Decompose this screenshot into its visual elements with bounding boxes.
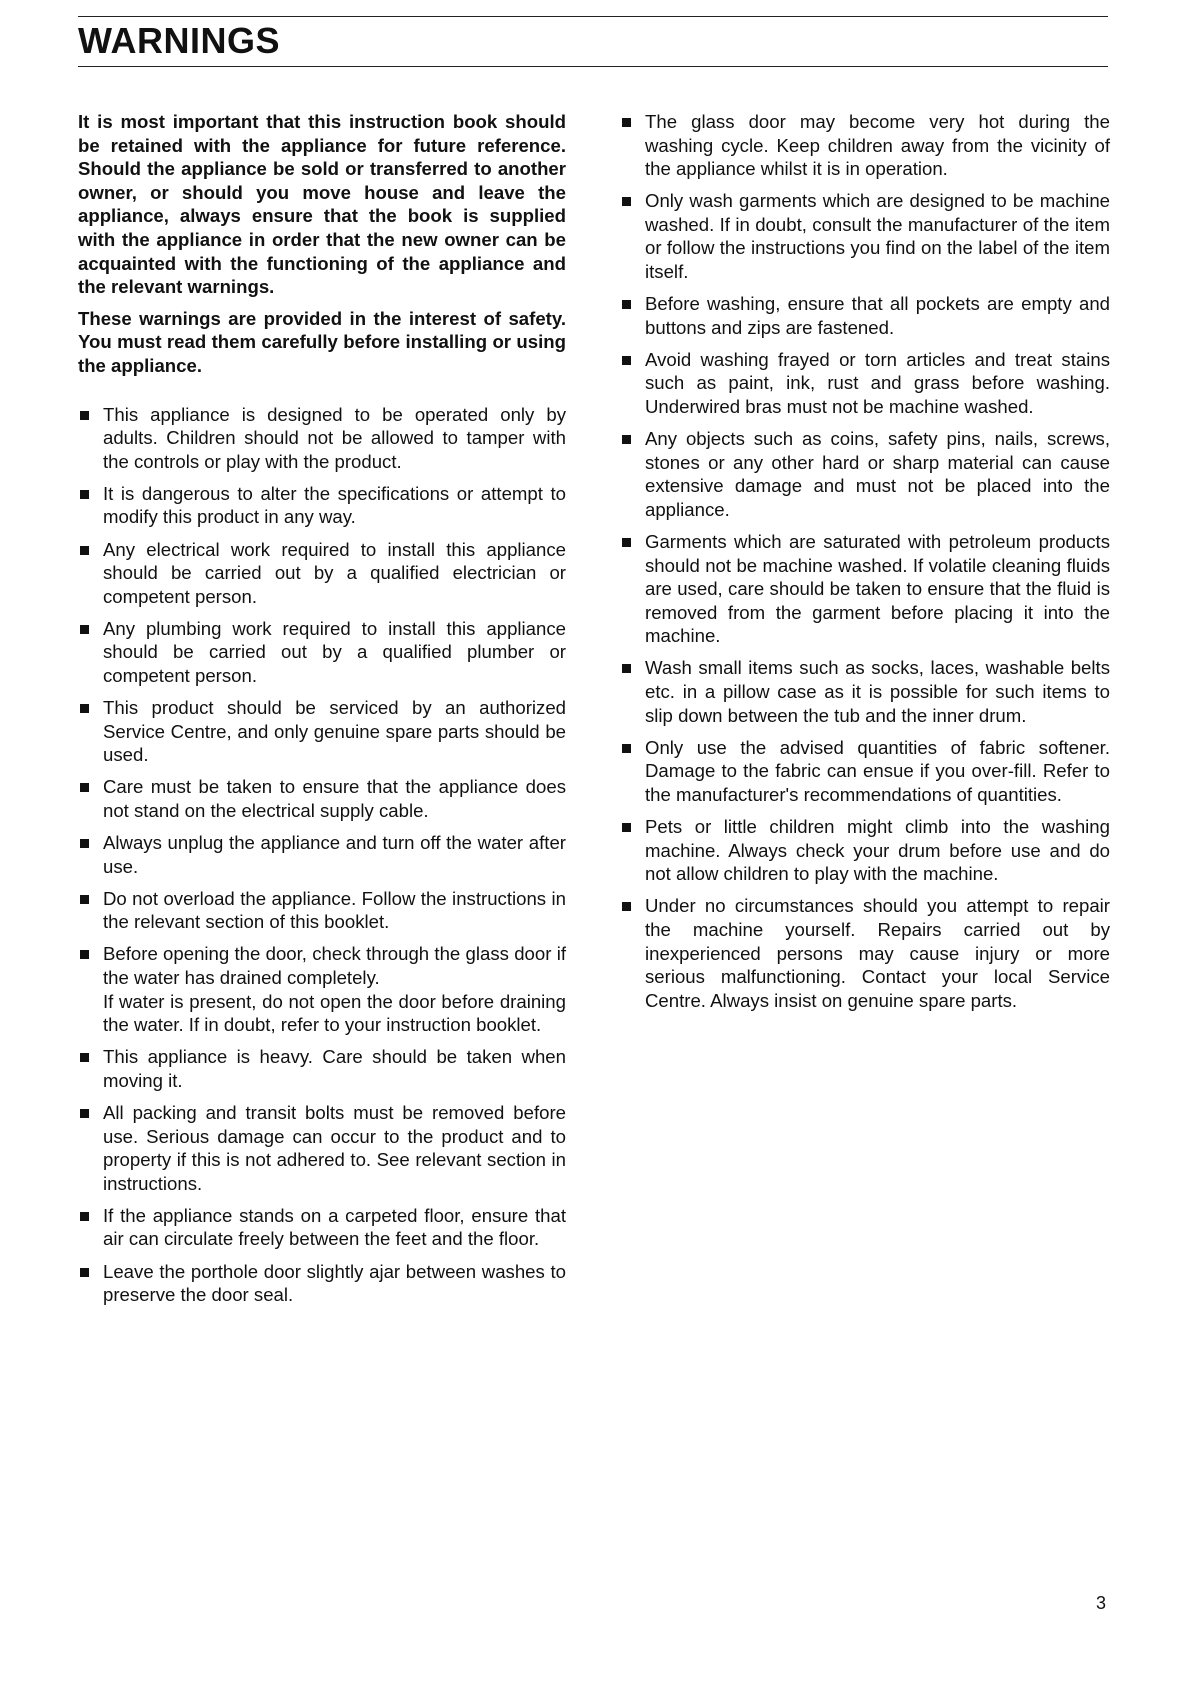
warning-text: Under no circumstances should you attempt to repair the machine yourself. Repairs carried out by inexperienced persons may cause injury or more serious malfunctioning. Contact your local Service Centre. Always insist on genuine spare parts. (645, 895, 1110, 1011)
warning-item (78, 696, 566, 767)
square-bullet-icon (622, 300, 631, 309)
square-bullet-icon (80, 625, 89, 634)
square-bullet-icon (80, 1109, 89, 1118)
warning-item (620, 736, 1110, 807)
warning-item (620, 530, 1110, 648)
warning-text: Leave the porthole door slightly ajar between washes to preserve the door seal. (103, 1260, 566, 1306)
warning-text: Before washing, ensure that all pockets are empty and buttons and zips are fastened. (645, 293, 1110, 338)
square-bullet-icon (622, 435, 631, 444)
header-bottom-rule (78, 66, 1108, 67)
warning-item (620, 427, 1110, 521)
warning-item (78, 831, 566, 878)
warning-item (78, 1101, 566, 1195)
warning-text: Any plumbing work required to install this appliance should be carried out by a qualified plumber or competent person. (103, 617, 566, 686)
warning-text: Garments which are saturated with petroleum products should not be machine washed. If volatile cleaning fluids are used, care should be taken to ensure that the fluid is removed from the garment before placing it into the machine. (645, 531, 1110, 647)
right-column (620, 110, 1110, 1021)
warning-text: This appliance is heavy. Care should be taken when moving it. (103, 1046, 566, 1091)
warning-text: Any objects such as coins, safety pins, nails, screws, stones or any other hard or sharp material can cause extensive damage and must not be placed into the appliance. (645, 428, 1110, 520)
warning-text: Before opening the door, check through the glass door if the water has drained completely. If water is present, do not open the door before draining the water. If in doubt, refer to your instruction booklet. (103, 943, 566, 1036)
square-bullet-icon (622, 823, 631, 832)
square-bullet-icon (80, 895, 89, 904)
right-warning-list (620, 110, 1110, 1012)
square-bullet-icon (80, 839, 89, 848)
warning-text: Do not overload the appliance. Follow the instructions in the relevant section of this booklet. (103, 887, 566, 933)
square-bullet-icon (622, 744, 631, 753)
left-column (78, 110, 566, 1315)
warning-item (620, 894, 1110, 1012)
warning-item (620, 815, 1110, 886)
header-top-rule (78, 16, 1108, 17)
page-number: 3 (1096, 1593, 1107, 1613)
warning-text: If the appliance stands on a carpeted floor, ensure that air can circulate freely between the feet and the floor. (103, 1204, 566, 1250)
square-bullet-icon (622, 538, 631, 547)
warning-text: Wash small items such as socks, laces, washable belts etc. in a pillow case as it is possible for such items to slip down between the tub and the inner drum. (645, 657, 1110, 726)
square-bullet-icon (622, 356, 631, 365)
warning-item (78, 942, 566, 1036)
square-bullet-icon (80, 411, 89, 420)
warning-item (620, 348, 1110, 419)
warning-item (78, 403, 566, 474)
square-bullet-icon (80, 950, 89, 959)
warning-item (78, 1260, 566, 1307)
square-bullet-icon (622, 664, 631, 673)
warning-text: The glass door may become very hot during the washing cycle. Keep children away from the vicinity of the appliance whilst it is in operation. (645, 111, 1110, 180)
intro-paragraph-safety: These warnings are provided in the interest of safety. You must read them carefully before installing or using the appliance. (78, 307, 566, 376)
square-bullet-icon (80, 1053, 89, 1062)
square-bullet-icon (622, 118, 631, 127)
warning-text: Avoid washing frayed or torn articles and treat stains such as paint, ink, rust and grass before washing. Underwired bras must not be machine washed. (645, 348, 1110, 418)
warning-item (78, 1204, 566, 1251)
warning-item (78, 538, 566, 609)
warning-text: Any electrical work required to install this appliance should be carried out by a qualified electrician or competent person. (103, 538, 566, 607)
warning-text: This appliance is designed to be operated only by adults. Children should not be allowed to tamper with the controls or play with the product. (103, 403, 566, 472)
square-bullet-icon (80, 1212, 89, 1221)
warning-text: Care must be taken to ensure that the appliance does not stand on the electrical supply cable. (103, 776, 566, 821)
page-title: WARNINGS (78, 20, 280, 61)
warning-item (78, 482, 566, 529)
left-warning-list (78, 403, 566, 1307)
warning-item (620, 189, 1110, 283)
warning-item (620, 110, 1110, 181)
warning-text: Only wash garments which are designed to be machine washed. If in doubt, consult the manufacturer of the item or follow the instructions you find on the label of the item itself. (645, 190, 1110, 283)
warning-text: Pets or little children might climb into the washing machine. Always check your drum before use and do not allow children to play with the machine. (645, 816, 1110, 885)
warning-item (78, 1045, 566, 1092)
intro-paragraph-retain-book: It is most important that this instruction book should be retained with the appliance for future reference. Should the appliance be sold or transferred to another owner, or should you move house and leave the appliance, always ensure that the book is supplied with the appliance in order that the new owner can be acquainted with the functioning of the appliance and the relevant warnings. (78, 111, 566, 298)
warning-item (78, 887, 566, 934)
warning-text: It is dangerous to alter the specifications or attempt to modify this product in any way. (103, 482, 566, 528)
square-bullet-icon (80, 546, 89, 555)
warning-item (620, 292, 1110, 339)
square-bullet-icon (622, 197, 631, 206)
warning-text: Always unplug the appliance and turn off the water after use. (103, 832, 566, 877)
warning-text: All packing and transit bolts must be removed before use. Serious damage can occur to the product and to property if this is not adhered to. See relevant section in instructions. (103, 1101, 566, 1194)
square-bullet-icon (80, 1268, 89, 1277)
square-bullet-icon (80, 704, 89, 713)
warning-text: Only use the advised quantities of fabric softener. Damage to the fabric can ensue if you over-fill. Refer to the manufacturer's recommendations of quantities. (645, 736, 1110, 805)
square-bullet-icon (622, 902, 631, 911)
warning-item (78, 775, 566, 822)
warning-item (78, 617, 566, 688)
warning-item (620, 656, 1110, 727)
square-bullet-icon (80, 783, 89, 792)
square-bullet-icon (80, 490, 89, 499)
warning-text: This product should be serviced by an authorized Service Centre, and only genuine spare parts should be used. (103, 697, 566, 766)
